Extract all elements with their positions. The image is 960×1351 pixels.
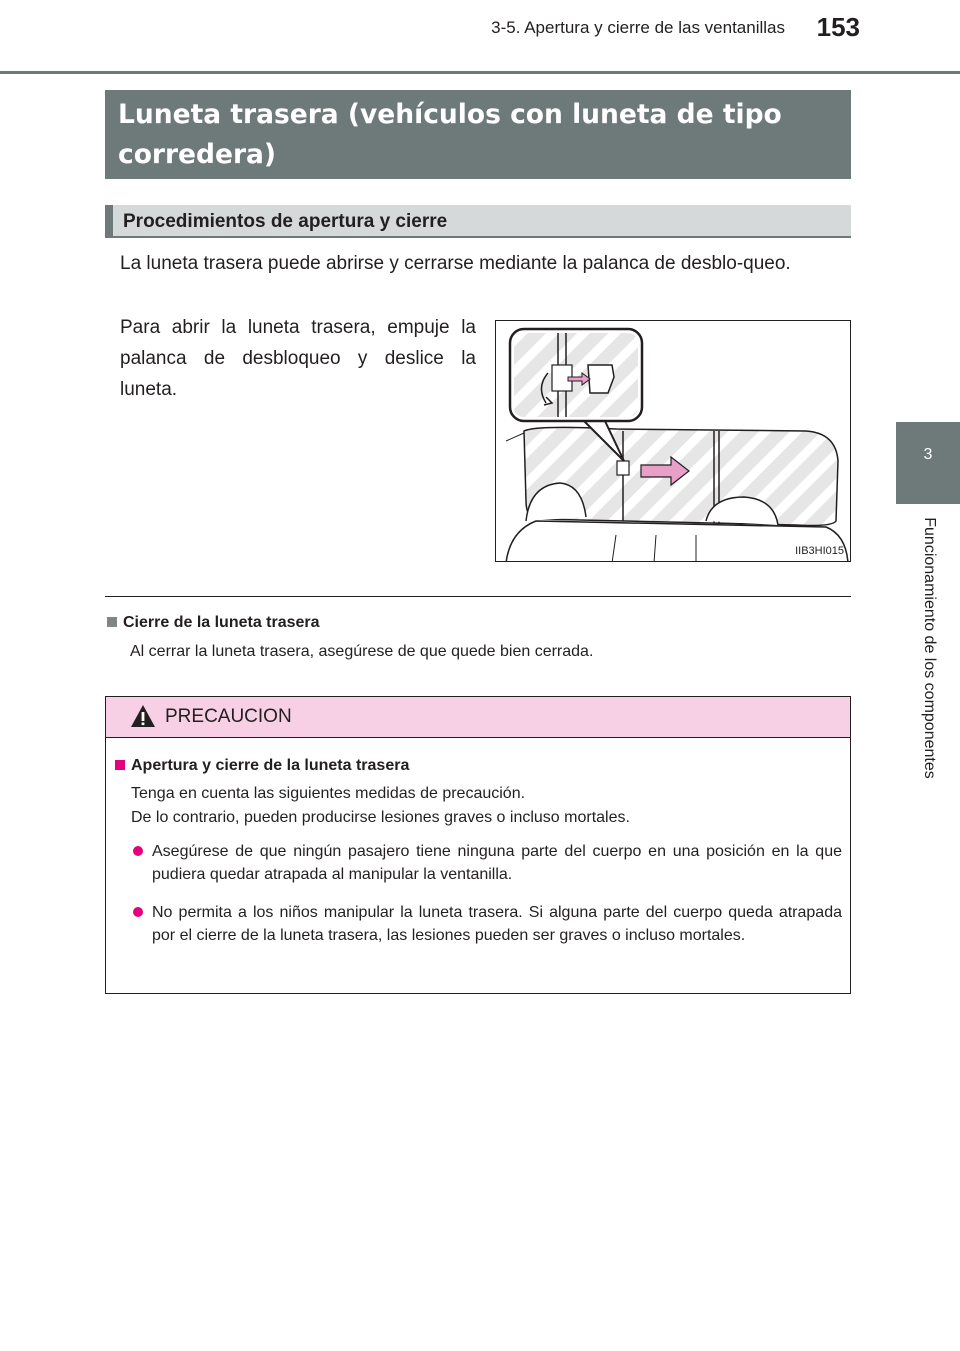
caution-line: Tenga en cuenta las siguientes medidas de precaución. — [131, 785, 526, 802]
note-body: Al cerrar la luneta trasera, asegúrese de que quede bien cerrada. — [130, 643, 594, 660]
chapter-title: Funcionamiento de los componentes — [921, 517, 938, 779]
square-bullet-icon — [115, 760, 125, 770]
running-header: 3-5. Apertura y cierre de las ventanillas — [491, 18, 785, 37]
intro-paragraph: La luneta trasera puede abrirse y cerrarse mediante la palanca de desblo-queo. — [120, 253, 791, 274]
caution-line: De lo contrario, pueden producirse lesiones graves o incluso mortales. — [131, 809, 630, 826]
rear-window-illustration — [495, 320, 851, 562]
circle-bullet-icon — [133, 907, 143, 917]
caution-label: PRECAUCION — [165, 706, 292, 727]
page-number: 153 — [816, 12, 860, 42]
caution-header — [106, 697, 850, 738]
caution-heading — [115, 757, 409, 775]
chapter-tab — [896, 422, 960, 504]
caution-bullet: Asegúrese de que ningún pasajero tiene ninguna parte del cuerpo en una posición en la que pudiera quedar atrapada al manipular la ventanilla. — [152, 843, 842, 883]
subsection-heading-box — [105, 205, 851, 238]
chapter-number: 3 — [923, 446, 933, 463]
latch-small — [617, 461, 629, 475]
release-lever — [588, 365, 614, 393]
rear-window-drawing — [496, 321, 851, 562]
section-title: Luneta trasera (vehículos con luneta de tipo corredera) — [118, 99, 782, 170]
square-bullet-icon — [107, 617, 117, 627]
subsection-heading: Procedimientos de apertura y cierre — [123, 211, 448, 232]
note-heading — [107, 614, 320, 632]
section-title-box — [105, 90, 851, 179]
figure-code: IIB3HI015 — [795, 545, 844, 557]
caution-heading-text: Apertura y cierre de la luneta trasera — [131, 757, 410, 774]
caution-bullet: No permita a los niños manipular la luneta trasera. Si alguna parte del cuerpo queda atrapada por el cierre de la luneta trasera, las lesiones pueden ser graves o incluso mortales. — [152, 904, 842, 944]
instruction-paragraph: Para abrir la luneta trasera, empuje la palanca de desbloqueo y deslice la luneta. — [120, 317, 476, 400]
header-rule — [0, 71, 960, 74]
section-divider — [105, 596, 851, 597]
circle-bullet-icon — [133, 846, 143, 856]
warning-triangle-icon — [130, 704, 156, 728]
note-heading-text: Cierre de la luneta trasera — [123, 614, 320, 631]
caution-box — [105, 696, 851, 994]
